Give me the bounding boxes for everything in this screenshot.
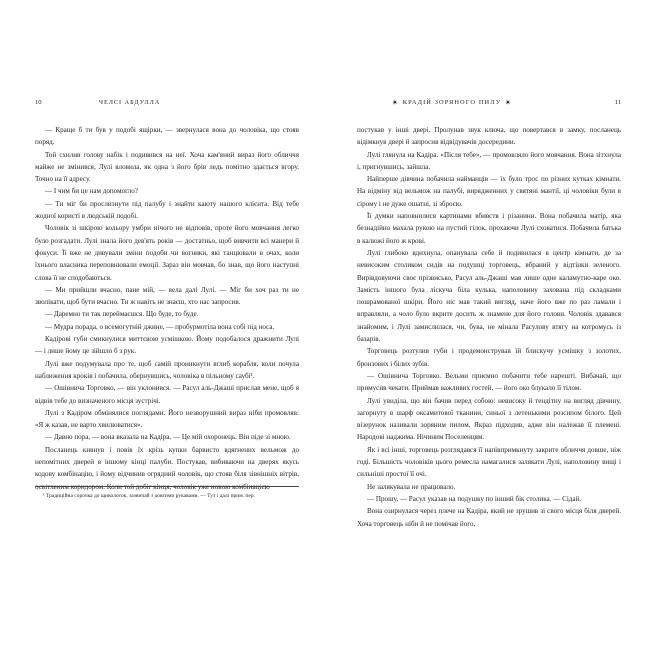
paragraph: Лулі з Кадіром обмінялися поглядами. Його незворушний вираз ніби промовляв: «Я ж казав, не варто хвилюватися». (35, 408, 299, 430)
paragraph: — Краще б ти був у подобі ящірки, — звернулася вона до чоловіка, що стояв поряд. (35, 126, 299, 147)
footnote (35, 486, 299, 502)
paragraph: Лулі увиділа, що він бачив перед собою: невисоку й тендітну на вигляд дівчину, загорнуту в шарф оксамитової тканини, синьої з летенькими розсипом білого. Цей візерунок називали зоряним пилом. Якраз підходив, адже він належав її племені. Народові наджима. Нічиним Поселенцям. (357, 396, 621, 442)
paragraph: Її думки наповнилися картинами вбивств і різанини. Вона побачила матір, яка безнадійно махала рукою на пустий гілок, прохаючи Лулі сховатися. Побачила батька в калюжі його ж крові. (357, 212, 621, 245)
paragraph: — Мудра порада, о всемогутній джине, — пробурмотіла вона собі під носа. (45, 322, 275, 331)
paragraph: Вона озирнулася через плече на Кадіра, який не зрушив зі свого місця біля дверей. Хоча торговець ніби й не помічав його, (357, 507, 621, 528)
paragraph: Лулі глибоко вдихнула, опанувала себе й подивилася в центр кімнати, де за невисоким столиком сидів на подушці торговець, вбраний у відтінки зеленого. Вирівдовуючи своє прізвисько, Расул аль-Джаші мав лише одне каламутно-каре око. Замість іншого була ліскуча біла кулька, наполовину захована під складками пошрамованої шкіри. Його ніс мав такий вигляд, наче його вже по раз ламали і вправляли, а чоло було вкрите досить ж знамене для його голови. Чоловік здавався знайомим, і Лулі замислилася, чи, бува, не мінала Расулову втягу на котромусь із базарів. (357, 248, 621, 344)
paragraph: Як і всі інші, торговець розглядався її напівпримкнуту закрите обличчя довше, ніж годі. Більшість чоловіків цього ремесла намагалися залякати Лулі, наполовину вищі і сильніші простої її очі. (357, 445, 621, 479)
paragraph: Кадірові губи смикнулися миттєвою усмішкою. Йому подобалося дражнити Лулі — і лише йому це зійшло б з рук. (35, 335, 299, 356)
paragraph: Не залякувала не працювало. (367, 482, 456, 491)
paragraph: — Ошівнича Торговко. Вельми приємно побачити тебе нарешті. Вибачай, що примусив чекати. Приймав важливих гостей, — його око блукало її тілом. (357, 371, 621, 393)
paragraph: — Прошу, — Расул указав на подушку по інший бік столика. — Сідай. (367, 494, 582, 503)
right-page-header (357, 97, 621, 109)
paragraph: — Ми прийшли вчасно, пане мій, — вела далі Лулі. — Міг би хоч раз ти не зволікати, щоб бути вчасно. Ти ж навіть не знаєш, хто нас запросив. (35, 285, 299, 307)
paragraph: Лулі вже подумувала про те, щоб самій проникнути вглиб корабля, коли почула наближення кроків і побачила, обернувшись, чоловіка в пільному саубі¹. (35, 359, 299, 380)
paragraph: Чоловік зі шкірою кольору умбри нічого не відповів, проте його мовчання легко було розгадати. Лулі знала його дев'ять років — достатньо, щоб вивчити всі манери й фокуси. Її вже не дивували зміни подоби чи вогники, які танцювали в очах, коли їхнього власника переповнювали емоції. Зараз він мовчав, бо знав, що його наступні слова її не сподобаються. (35, 224, 299, 282)
paragraph: Лулі глянула на Кадіра. «Після тебе», — промовляло його мовчання. Вона зітхнула і, пригнувшись, зайшла. (357, 150, 621, 171)
star-ornament-icon: ✴ (391, 98, 400, 107)
paragraph: — Ошівнича Торговко, — він уклонився. — Расул аль-Джаші прислав мене, щоб я відвів тебе до визначеного місця зустрічі. (35, 384, 299, 405)
star-ornament-icon: ✴ (504, 98, 513, 107)
paragraph: — Даремно ти так переймаєшся. Що буде, то буде. (45, 310, 199, 319)
paragraph: — І чим би це нам допомогло? (45, 187, 138, 196)
paragraph: — Давно пора, — вона вказала на Кадіра. — Це мій охоронець. Він піде зі мною. (45, 433, 291, 442)
left-page-body (35, 124, 299, 493)
paragraph: Посланець кивнув і повів їх крізь купки барвисто вдягнених вельмож до непомітних дверей в іншому кінці палуби. Постукав, вибиваючи на дверях якусь кодову комбінацію, і йому відчинив огрядний чоловік, що стояв біля зівнішніх вітрів, освітленим коридором. Коли той добіг кінця, чоловік уже новою комбінацією (35, 445, 299, 491)
left-page-header (35, 97, 299, 109)
paragraph: Той схилив голову набік і подивився на неї. Хоча кам'яний вираз його обличчя майже не змінився, Лулі вловила, як одна з його брів ледь помітно здається вгору. Точно на її адресу. (35, 150, 299, 184)
left-running-head: ЧЕЛСІ АБДУЛЛА (99, 99, 161, 106)
left-page-number: 10 (35, 99, 42, 106)
left-page (35, 97, 299, 557)
right-page-number: 11 (614, 99, 621, 106)
right-page (357, 97, 621, 557)
paragraph: постукав у інші двері. Пролунав звук ключа, що повертався в замку, посланець відімкнув двері й запросив відвідувачів досередини. (357, 126, 621, 147)
right-running-head: КРАДІЙ ЗОРЯНОГО ПИЛУ (402, 99, 502, 106)
right-page-body (357, 124, 621, 530)
paragraph: Торговець розтулив губи і продемонстрував їй блискучу усмішку з золотих, бронзових і білих зубів. (357, 347, 621, 368)
footnote-text: ¹ Традиційна сорочка до щиколоток, зазвичай з довгими рукавами. — Тут і далі прим. пер. (43, 493, 255, 499)
right-running-head-group (391, 97, 513, 109)
paragraph: Найперше дівчина побачила найманців — їх було трос по різних кутках кімнати. На відміну від вельмож на палубі, вирядженних у святяні мантії, ці чоловіки були в сірому і не дуже ошатні, зі зброєю. (357, 175, 621, 208)
paragraph: — Ти міг би прослизнути під палубу і знайти каюту нашого клієнта. Від тебе жодної користі в людській подобі. (35, 199, 299, 221)
